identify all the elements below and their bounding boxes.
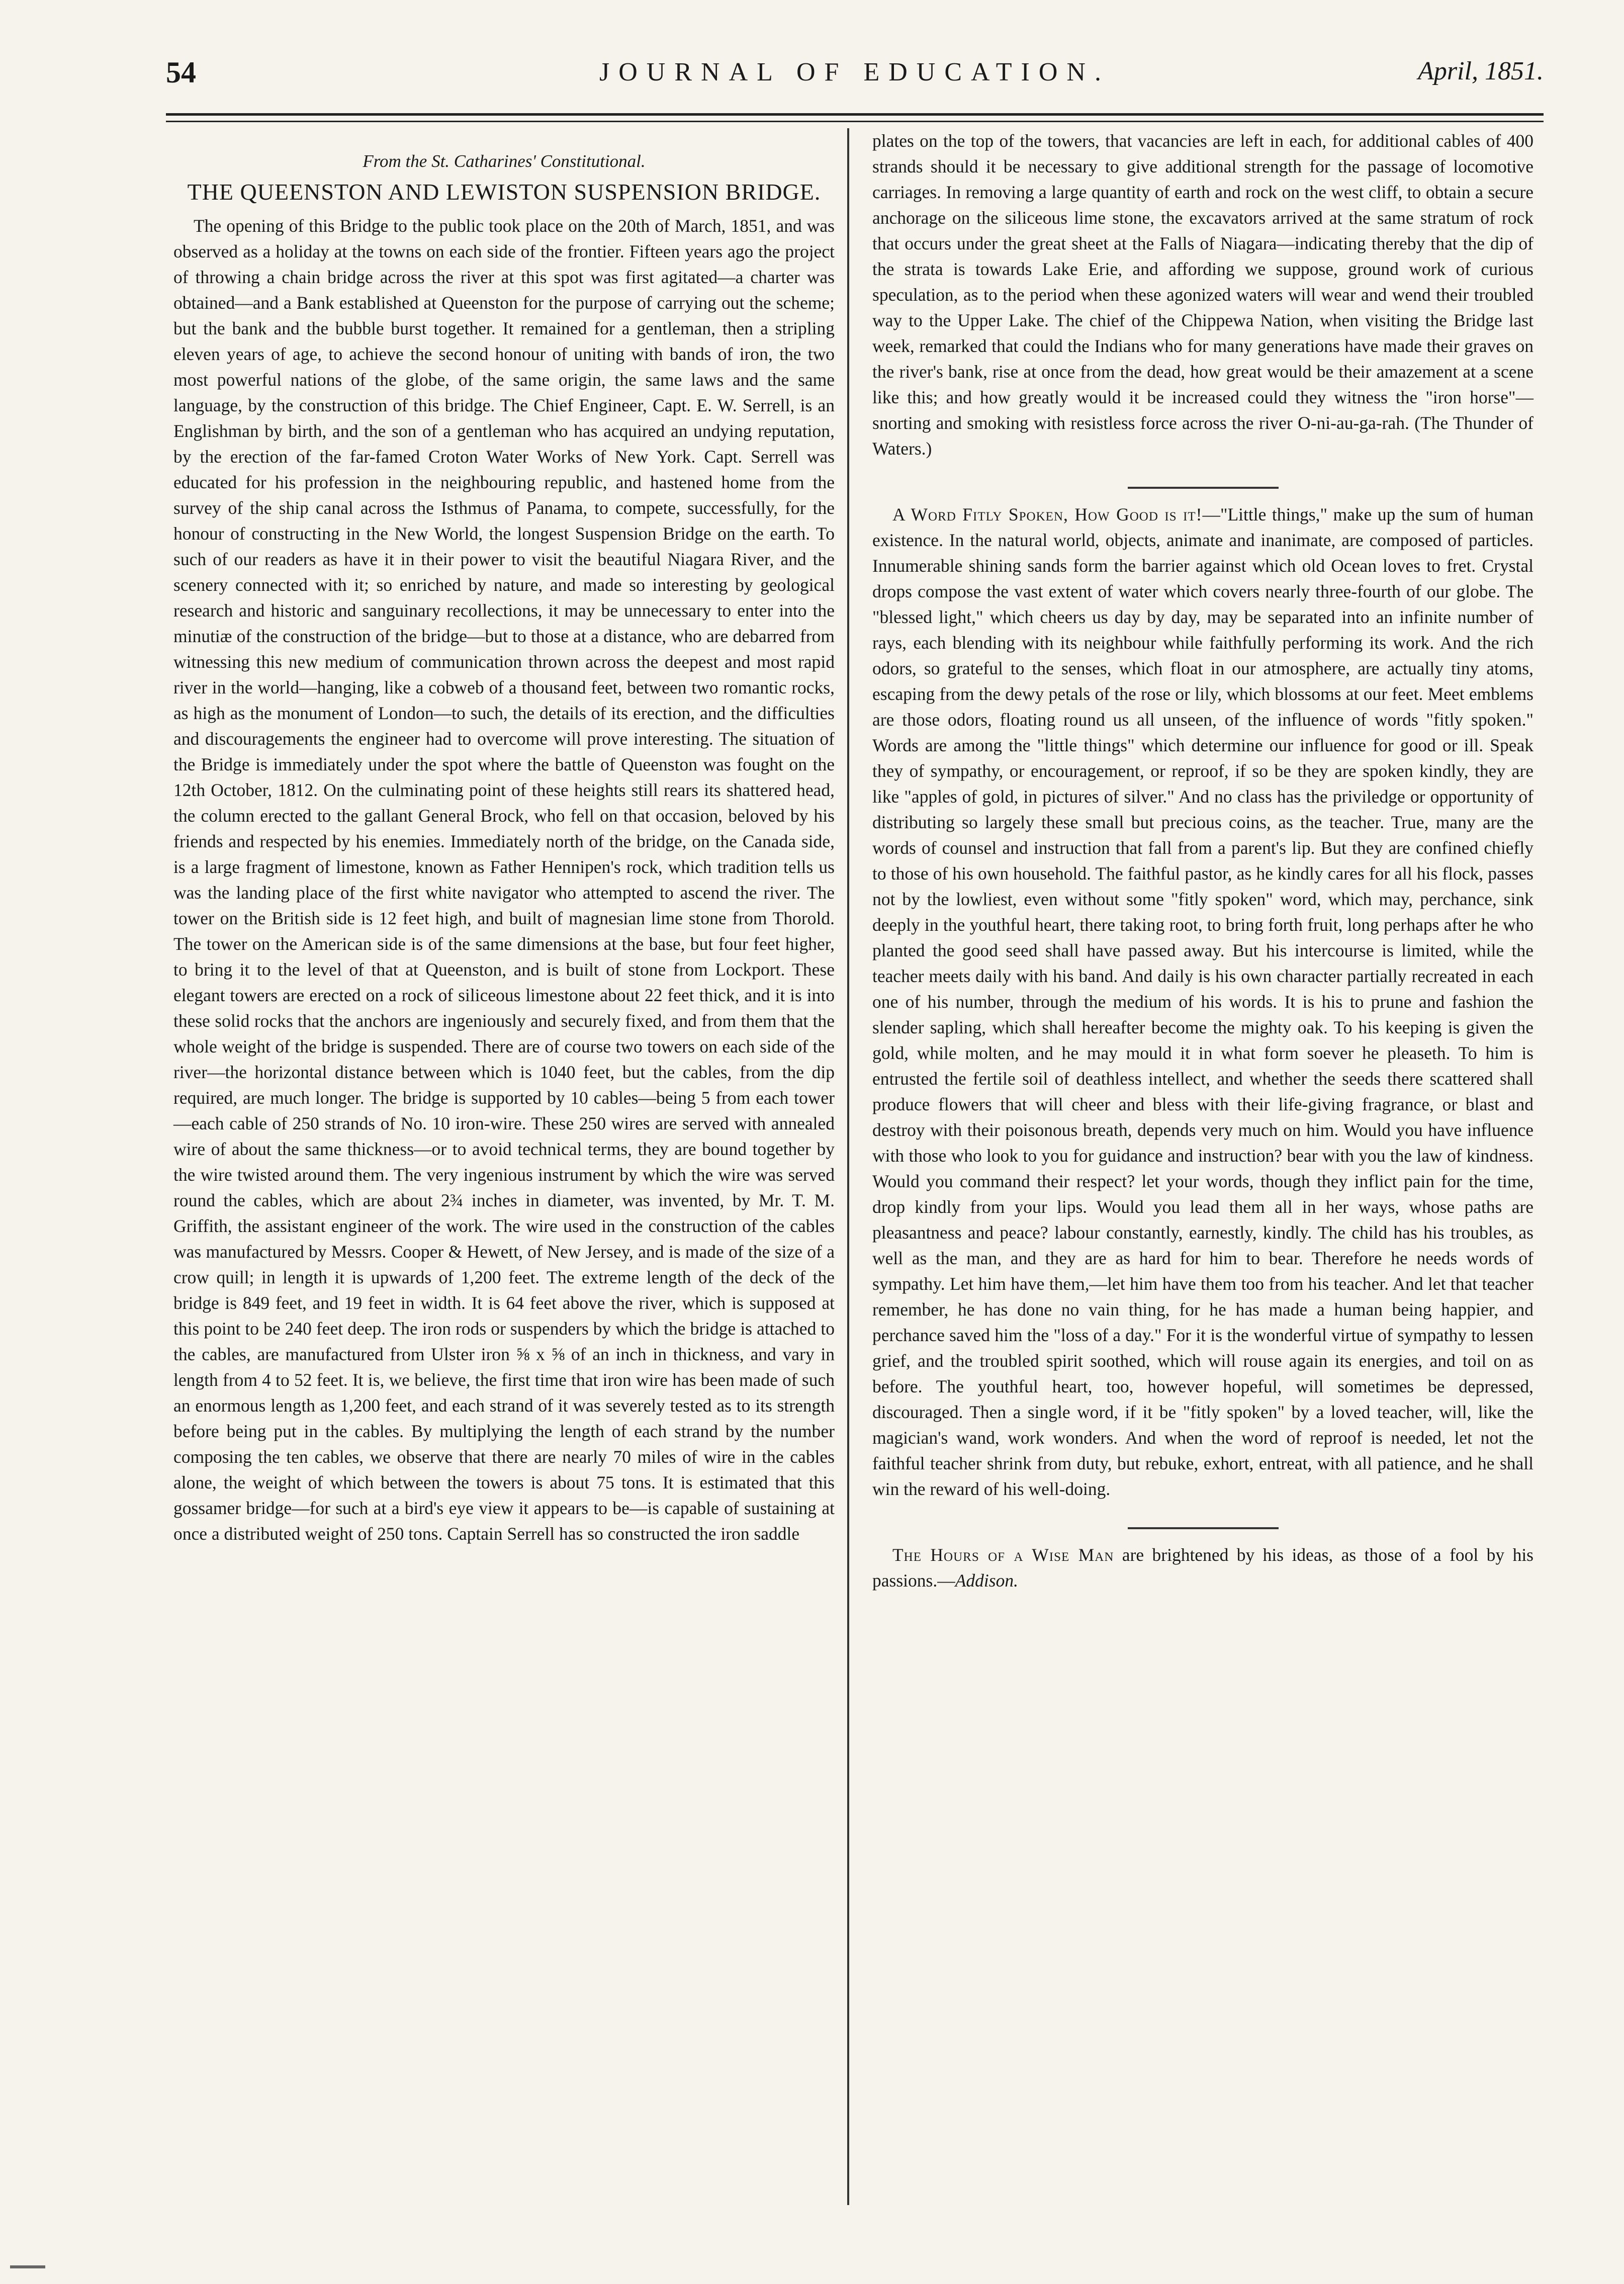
article-title: THE QUEENSTON AND LEWISTON SUSPENSION BRIDGE.	[187, 179, 821, 205]
wise-man-lead: The Hours of a Wise Man	[892, 1545, 1114, 1565]
article-body: The opening of this Bridge to the public took place on the 20th of March, 1851, and was observed as a holiday at the towns on each side of the frontier. Fifteen years ago the project of throwing a chain bridge across the river at this spot was first agitated—a charter was obtained—and a Bank established at Queenston for the purpose of carrying out the scheme; but the bank and the bubble burst together. It remained for a gentleman, then a stripling eleven years of age, to achieve the second honour of uniting with bands of iron, the two most powerful nations of the globe, of the same origin, the same laws and the same language, by the construction of this bridge. The Chief Engineer, Capt. E. W. Serrell, is an Englishman by birth, and the son of a gentleman who has acquired an undying reputation, by the erection of the far-famed Croton Water Works of New York. Capt. Serrell was educated for his profession in the neighbouring republic, and hastened home from the survey of the ship canal across the Isthmus of Panama, to compete, successfully, for the honour of constructing in the New World, the longest Suspension Bridge on the earth. To such of our readers as have it in their power to visit the beautiful Niagara River, and the scenery connected with it; so enriched by nature, and made so interesting by geological research and historic and sanguinary recollections, it may be unnecessary to enter into the minutiæ of the construction of the bridge—but to those at a distance, who are debarred from witnessing this new medium of communication thrown across the deepest and most rapid river in the world—hanging, like a cobweb of a thousand feet, between two romantic rocks, as high as the monument of London—to such, the details of its erection, and the difficulties and discouragements the engineer had to overcome will prove interesting. The situation of the Bridge is immediately under the spot where the battle of Queenston was fought on the 12th October, 1812. On the culminating point of these heights still rears its shattered head, the column erected to the gallant General Brock, who fell on that occasion, beloved by his friends and respected by his enemies. Immediately north of the bridge, on the Canada side, is a large fragment of limestone, known as Father Hennipen's rock, which tradition tells us was the landing place of the first white navigator who attempted to ascend the river. The tower on the British side is 12 feet high, and built of magnesian lime stone from Thorold. The tower on the American side is of the same dimensions at the base, but four feet higher, to bring it to the level of that at Queenston, and is built of stone from Lockport. These elegant towers are erected on a rock of siliceous limestone about 22 feet thick, and it is into these solid rocks that the anchors are ingeniously and securely fixed, and from them that the whole weight of the bridge is suspended. There are of course two towers on each side of the river—the horizontal distance between which is 1040 feet, but the cables, from the dip required, are much longer. The bridge is supported by 10 cables—being 5 from each tower—each cable of 250 strands of No. 10 iron-wire. These 250 wires are served with annealed wire of about the same thickness—or to avoid technical terms, they are bound together by the wire twisted around them. The very ingenious instrument by which the wire was served round the cables, which are about 2¾ inches in diameter, was invented, by Mr. T. M. Griffith, the assistant engineer of the work. The wire used in the construction of the cables was manufactured by Messrs. Cooper & Hewett, of New Jersey, and is made of the size of a crow quill; in length it is upwards of 1,200 feet. The extreme length of the deck of the bridge is 849 feet, and 19 feet in width. It is 64 feet above the river, which is supposed at this point to be 240 feet deep. The iron rods or suspenders by which the bridge is attached to the cables, are manufactured from Ulster iron ⅝ x ⅝ of an inch in thickness, and vary in length from 4 to 52 feet. It is, we believe, the first time that iron wire has been made of such an enormous length as 1,200 feet, and each strand of it was severely tested as to its strength before being put in the cables. By multiplying the length of each strand by the number composing the ten cables, we observe that there are nearly 70 miles of wire in the cables alone, the weight of which between the towers is about 75 tons. It is estimated that this gossamer bridge—for such at a bird's eye view it appears to be—is capable of sustaining at once a distributed weight of 250 tons. Captain Serrell has so constructed the iron saddle	[173, 216, 835, 1544]
right-column	[872, 128, 1533, 1594]
word-fitly-body: —"Little things," make up the sum of human existence. In the natural world, objects, animate and inanimate, are composed of particles. Innumerable shining sands form the barrier against which old Ocean loves to fret. Crystal drops compose the vast extent of water which covers nearly three-fourth of our globe. The "blessed light," which cheers us day by day, may be separated into an infinite number of rays, each blending with its neighbour while faithfully performing its work. And the rich odors, so grateful to the senses, which float in our atmosphere, are actually tiny atoms, escaping from the dewy petals of the rose or lily, which blossoms at our feet. Meet emblems are those odors, floating round us all unseen, of the influence of words "fitly spoken." Words are among the "little things" which determine our influence for good or ill. Speak they of sympathy, or encouragement, or reproof, if so be they are spoken kindly, they are like "apples of gold, in pictures of silver." And no class has the priviledge or opportunity of distributing so largely these small but precious coins, as the teacher. True, many are the words of counsel and instruction that fall from a parent's lip. But they are confined chiefly to those of his own household. The faithful pastor, as he kindly cares for all his flock, passes not by the lowliest, even without some "fitly spoken" word, which may, perchance, sink deeply in the youthful heart, there taking root, to bring forth fruit, long perhaps after he who planted the good seed shall have passed away. But his intercourse is limited, while the teacher meets daily with his band. And daily is his own character partially recreated in each one of his number, through the medium of his words. It is his to prune and fashion the slender sapling, which shall hereafter become the mighty oak. To his keeping is given the gold, while molten, and he may mould it in what form soever he pleaseth. To him is entrusted the fertile soil of deathless intellect, and whether the seeds there scattered shall produce flowers that will cheer and bless with their life-giving fragrance, or blast and destroy with their poisonous breath, depends very much on him. Would you have influence with those who look to you for guidance and instruction? bear with you the law of kindness. Would you command their respect? let your words, though they inflict pain for the time, drop kindly from your lips. Would you lead them all in her ways, whose paths are pleasantness and peace? labour constantly, earnestly, kindly. The child has his troubles, as well as the man, and they are as hard for him to bear. Therefore he needs words of sympathy. Let him have them,—let him have them too from his teacher. And let that teacher remember, he has done no vain thing, for he has made a human being happier, and perchance saved him the "loss of a day." For it is the wonderful virtue of sympathy to lessen grief, and the troubled spirit soothed, which will rouse again its energies, and toil on as before. The youthful heart, too, however hopeful, will sometimes be depressed, discouraged. Then a single word, if it be "fitly spoken" by a loved teacher, will, like the magician's wand, work wonders. And when the word of reproof is needed, let not the faithful teacher shrink from duty, but rebuke, exhort, entreat, with all patience, and he shall win the reward of his well-doing.	[872, 504, 1533, 1499]
issue-date: April, 1851.	[1418, 57, 1544, 85]
header-rule-thin	[166, 121, 1544, 122]
article-continuation: plates on the top of the towers, that vacancies are left in each, for additional cables of 400 strands should it be necessary to give additional strength for the passage of locomotive carriages. In removing a large quantity of earth and rock on the west cliff, to obtain a secure anchorage on the siliceous lime stone, the excavators arrived at the same stratum of rock that occurs under the great sheet at the Falls of Niagara—indicating thereby that the dip of the strata is towards Lake Erie, and affording we suppose, ground work of curious speculation, as to the period when these agonized waters will wear and wend their troubled way to the Upper Lake. The chief of the Chippewa Nation, when visiting the Bridge last week, remarked that could the Indians who for many generations have made their graves on the river's bank, rise at once from the dead, how great would be their amazement at a scene like this; and how greatly would it be increased could they witness the "iron horse"—snorting and smoking with resistless force across the river O-ni-au-ga-rah. (The Thunder of Waters.)	[872, 131, 1533, 459]
page-edge-mark	[10, 2265, 45, 2268]
section-rule	[1128, 487, 1279, 489]
header-rule-thick	[166, 113, 1544, 116]
page-number: 54	[166, 56, 196, 89]
wise-man-body: are brightened by his ideas, as those of a fool by his passions.—	[872, 1545, 1533, 1591]
wise-man-note	[872, 1542, 1533, 1594]
word-fitly-spoken-article	[872, 502, 1533, 1502]
section-rule-2	[1128, 1527, 1279, 1529]
page-header	[166, 55, 1544, 111]
column-divider	[847, 128, 849, 2205]
wise-man-attribution: Addison.	[955, 1570, 1018, 1591]
word-fitly-lead: A Word Fitly Spoken, How Good is it!	[892, 504, 1203, 524]
left-column	[173, 128, 835, 1547]
journal-title: JOURNAL OF EDUCATION.	[599, 58, 1110, 86]
article-source: From the St. Catharines' Constitutional.	[363, 151, 646, 171]
